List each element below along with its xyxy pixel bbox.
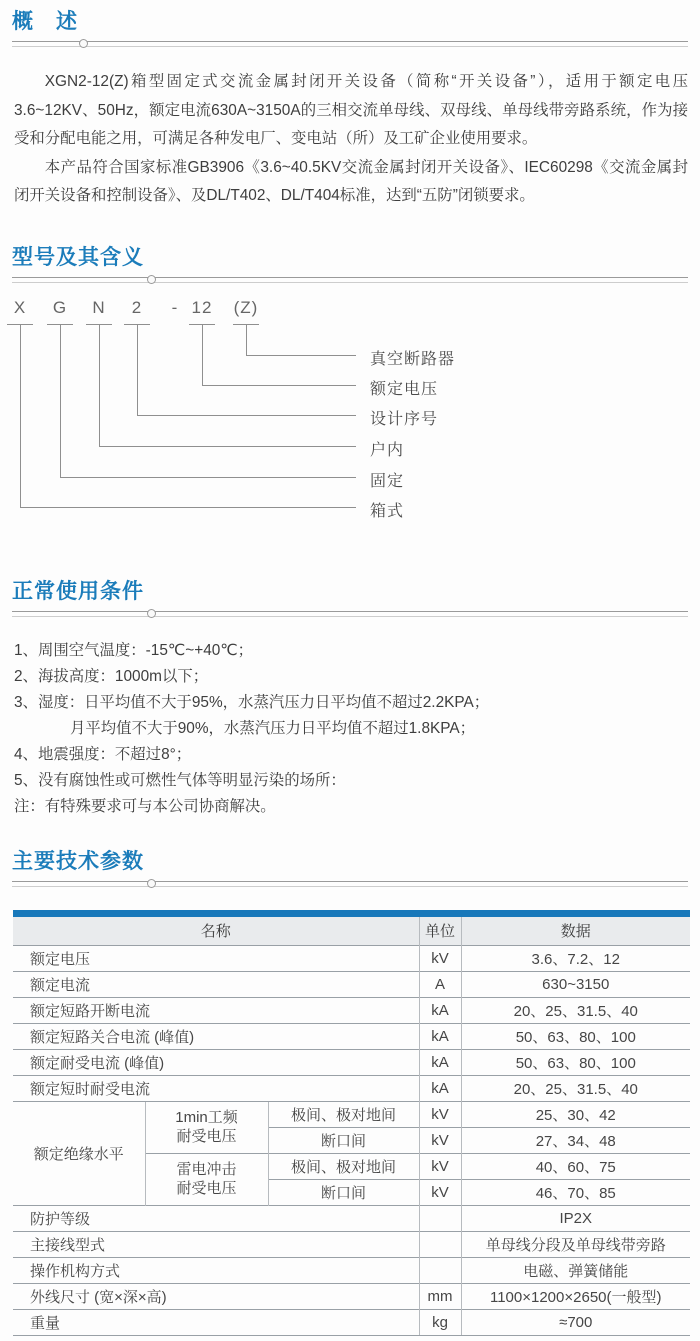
param-data: 20、25、31.5、40: [461, 1075, 690, 1101]
model-designation-diagram: [0, 295, 700, 565]
table-row: [13, 971, 690, 997]
param-name: 额定短时耐受电流: [13, 1075, 419, 1101]
param-unit: kA: [419, 1023, 461, 1049]
header-data: 数据: [461, 917, 690, 945]
table-row: [13, 1309, 690, 1335]
divider-circle-ornament: [147, 879, 156, 888]
overview-paragraphs: [14, 68, 688, 211]
param-name: 防护等级: [13, 1205, 419, 1231]
param-unit: kV: [419, 1153, 461, 1179]
model-code-char: 12: [191, 298, 213, 317]
section-divider: [12, 611, 688, 617]
model-code-char: G: [52, 298, 68, 317]
model-code-char: 2: [131, 298, 143, 317]
condition-item: 4、地震强度：不超过8°；: [14, 746, 192, 763]
diagram-label: 设计序号: [370, 411, 439, 428]
diagram-label: 额定电压: [370, 381, 439, 398]
param-name: 极间、极对地间: [268, 1101, 419, 1127]
section-divider: [12, 277, 688, 283]
param-name: 操作机构方式: [13, 1257, 419, 1283]
param-unit: [419, 1257, 461, 1283]
divider-circle-ornament: [147, 275, 156, 284]
divider-circle-ornament: [79, 39, 88, 48]
table-row: [13, 1075, 690, 1101]
param-data: 电磁、弹簧储能: [461, 1257, 690, 1283]
table-row: [13, 1283, 690, 1309]
param-data: 50、63、80、100: [461, 1023, 690, 1049]
param-unit: [419, 1205, 461, 1231]
conditions-title: 正常使用条件: [12, 580, 144, 603]
table-row: [13, 1205, 690, 1231]
param-name: 主接线型式: [13, 1231, 419, 1257]
param-unit: [419, 1231, 461, 1257]
section-divider: [12, 881, 688, 887]
param-name: 额定电压: [13, 945, 419, 971]
param-data: 630~3150: [461, 971, 690, 997]
model-code-char: N: [92, 298, 106, 317]
model-title: 型号及其含义: [12, 246, 144, 269]
table-row: [13, 1023, 690, 1049]
param-data: 25、30、42: [461, 1101, 690, 1127]
param-name: 外线尺寸 (宽×深×高): [13, 1283, 419, 1309]
overview-paragraph: XGN2-12(Z)箱型固定式交流金属封闭开关设备（简称“开关设备”），适用于额定电压3.6~12KV、50Hz，额定电流630A~3150A的三相交流单母线、双母线、单母线带旁路系统，作为接受和分配电能之用，可满足各种发电厂、变电站（所）及工矿企业使用要求。: [14, 73, 688, 147]
diagram-label: 固定: [370, 473, 405, 490]
param-data: 单母线分段及单母线带旁路: [461, 1231, 690, 1257]
insulation-subgroup-label: 雷电冲击耐受电压: [145, 1153, 268, 1205]
insulation-group-label: 额定绝缘水平: [13, 1101, 145, 1205]
table-row: [13, 1049, 690, 1075]
section-divider: [12, 41, 688, 47]
param-data: IP2X: [461, 1205, 690, 1231]
param-unit: kA: [419, 1049, 461, 1075]
param-unit: kV: [419, 1101, 461, 1127]
condition-item: 1、周围空气温度：-15℃~+40℃；: [14, 642, 253, 659]
condition-item: 5、没有腐蚀性或可燃性气体等明显污染的场所：: [14, 772, 346, 789]
condition-item-continuation: 月平均值不大于90%，水蒸汽压力日平均值不超过1.8KPA；: [70, 720, 476, 737]
table-row-insulation: [13, 1101, 690, 1127]
param-unit: kA: [419, 997, 461, 1023]
param-unit: A: [419, 971, 461, 997]
model-code-char: X: [13, 298, 27, 317]
diagram-label: 箱式: [370, 503, 405, 520]
table-row: [13, 1257, 690, 1283]
model-code-char: (Z): [233, 298, 259, 317]
param-data: ≈700: [461, 1309, 690, 1335]
param-name: 额定耐受电流 (峰值): [13, 1049, 419, 1075]
param-name: 额定短路关合电流 (峰值): [13, 1023, 419, 1049]
table-row: [13, 997, 690, 1023]
param-unit: kV: [419, 945, 461, 971]
param-unit: kA: [419, 1075, 461, 1101]
conditions-list: [14, 638, 688, 820]
table-top-accent-bar: [13, 910, 690, 917]
diagram-label: 真空断路器: [370, 351, 456, 368]
param-name: 重量: [13, 1309, 419, 1335]
overview-title: 概 述: [12, 10, 78, 33]
table-header-row: [13, 917, 690, 945]
param-data: 3.6、7.2、12: [461, 945, 690, 971]
condition-item: 3、湿度：日平均值不大于95%，水蒸汽压力日平均值不超过2.2KPA；: [14, 694, 490, 711]
parameters-table-wrap: [13, 910, 690, 1336]
param-name: 断口间: [268, 1127, 419, 1153]
overview-paragraph: 本产品符合国家标准GB3906《3.6~40.5KV交流金属封闭开关设备》、IEC60298《交流金属封闭开关设备和控制设备》、及DL/T402、DL/T404标准，达到“五防”闭锁要求。: [14, 158, 688, 204]
condition-note: 注：有特殊要求可与本公司协商解决。: [14, 798, 276, 815]
parameters-table: [13, 917, 690, 1336]
param-data: 50、63、80、100: [461, 1049, 690, 1075]
param-data: 1100×1200×2650(一般型): [461, 1283, 690, 1309]
param-name: 断口间: [268, 1179, 419, 1205]
param-data: 40、60、75: [461, 1153, 690, 1179]
header-unit: 单位: [419, 917, 461, 945]
param-name: 额定电流: [13, 971, 419, 997]
param-data: 27、34、48: [461, 1127, 690, 1153]
divider-circle-ornament: [147, 609, 156, 618]
insulation-subgroup-label: 1min工频耐受电压: [145, 1101, 268, 1153]
param-unit: kg: [419, 1309, 461, 1335]
param-unit: mm: [419, 1283, 461, 1309]
condition-item: 2、海拔高度：1000m以下；: [14, 668, 209, 685]
parameters-title: 主要技术参数: [12, 850, 144, 873]
param-name: 额定短路开断电流: [13, 997, 419, 1023]
param-name: 极间、极对地间: [268, 1153, 419, 1179]
param-unit: kV: [419, 1127, 461, 1153]
param-data: 46、70、85: [461, 1179, 690, 1205]
connector-line: [20, 325, 356, 508]
diagram-label: 户内: [370, 442, 405, 459]
param-data: 20、25、31.5、40: [461, 997, 690, 1023]
table-row: [13, 1231, 690, 1257]
header-name: 名称: [13, 917, 419, 945]
param-unit: kV: [419, 1179, 461, 1205]
model-code-char: -: [171, 298, 179, 317]
table-row: [13, 945, 690, 971]
